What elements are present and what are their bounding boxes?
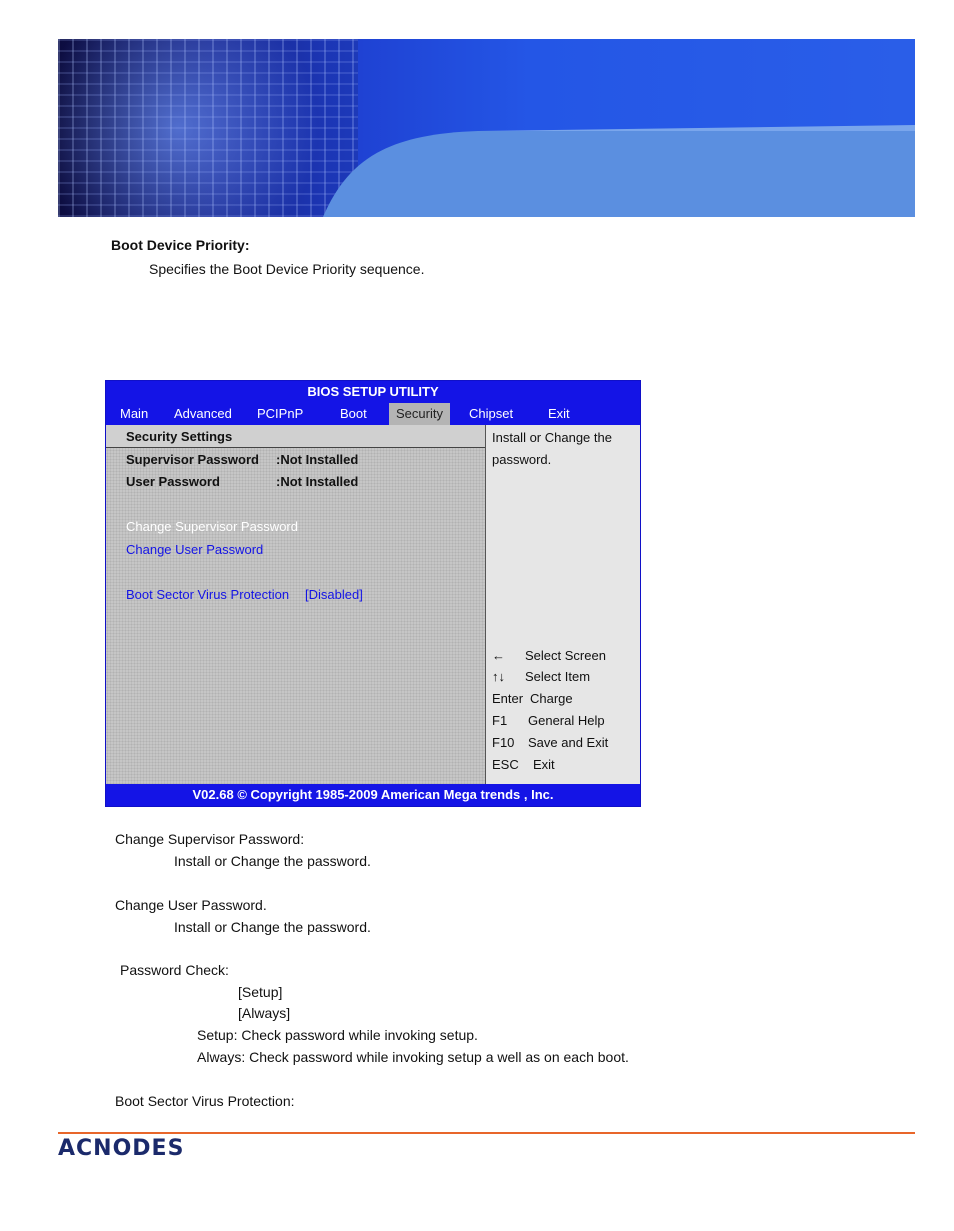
item-change-user-desc: Install or Change the password. [174,919,371,935]
section-title: Boot Device Priority: [111,237,250,253]
change-supervisor-password-option[interactable]: Change Supervisor Password [126,519,298,534]
supervisor-password-label: Supervisor Password [126,452,259,467]
item-change-supervisor-desc: Install or Change the password. [174,853,371,869]
password-check-note-always: Always: Check password while invoking setup a well as on each boot. [197,1049,629,1065]
change-user-password-option[interactable]: Change User Password [126,542,264,557]
tab-security[interactable]: Security [389,403,450,425]
password-check-note-setup: Setup: Check password while invoking setup. [197,1027,478,1043]
password-check-option-always: [Always] [238,1005,291,1021]
password-check-option-setup: [Setup] [238,984,283,1000]
boot-sector-virus-title: Boot Sector Virus Protection: [115,1093,295,1109]
bios-settings-panel [106,425,486,785]
help-text-line-1: Install or Change the [492,430,612,445]
tab-main[interactable]: Main [120,406,149,421]
key-esc-action: Exit [533,757,555,772]
user-password-label: User Password [126,474,220,489]
banner-curve-shape [58,39,915,217]
key-enter: Enter [492,691,524,706]
tab-chipset[interactable]: Chipset [469,406,514,421]
help-text-line-2: password. [492,452,552,467]
key-left-arrow-icon: ← [492,648,505,663]
tab-exit[interactable]: Exit [548,406,570,421]
footer-divider [58,1132,915,1134]
tab-pcipnp[interactable]: PCIPnP [257,406,304,421]
item-change-user-title: Change User Password. [115,897,267,913]
key-f1-action: General Help [528,713,605,728]
user-password-status: :Not Installed [276,474,359,489]
acnodes-logo: ACNODES [58,1136,185,1161]
bios-menu-bar [106,403,640,425]
key-select-item: Select Item [525,669,591,684]
section-description: Specifies the Boot Device Priority sequence. [149,261,425,277]
key-f1: F1 [492,713,508,728]
key-f10: F10 [492,735,515,750]
bios-copyright-footer: V02.68 © Copyright 1985-2009 American Mega trends , Inc. [106,784,640,806]
key-f10-action: Save and Exit [528,735,609,750]
key-up-down-arrow-icon: ↑↓ [492,669,505,684]
header-banner [58,39,915,217]
password-check-title: Password Check: [120,962,229,978]
security-settings-title: Security Settings [126,429,233,444]
key-enter-action: Charge [530,691,573,706]
key-esc: ESC [492,757,519,772]
bios-help-panel [486,425,640,785]
bios-title: BIOS SETUP UTILITY [106,381,640,403]
supervisor-password-status: :Not Installed [276,452,359,467]
tab-advanced[interactable]: Advanced [174,406,232,421]
key-select-screen: Select Screen [525,648,606,663]
tab-boot[interactable]: Boot [340,406,367,421]
bios-screen [105,380,641,807]
boot-sector-virus-protection-value[interactable]: [Disabled] [305,587,363,602]
boot-sector-virus-protection-option[interactable]: Boot Sector Virus Protection [126,587,290,602]
item-change-supervisor-title: Change Supervisor Password: [115,831,305,847]
